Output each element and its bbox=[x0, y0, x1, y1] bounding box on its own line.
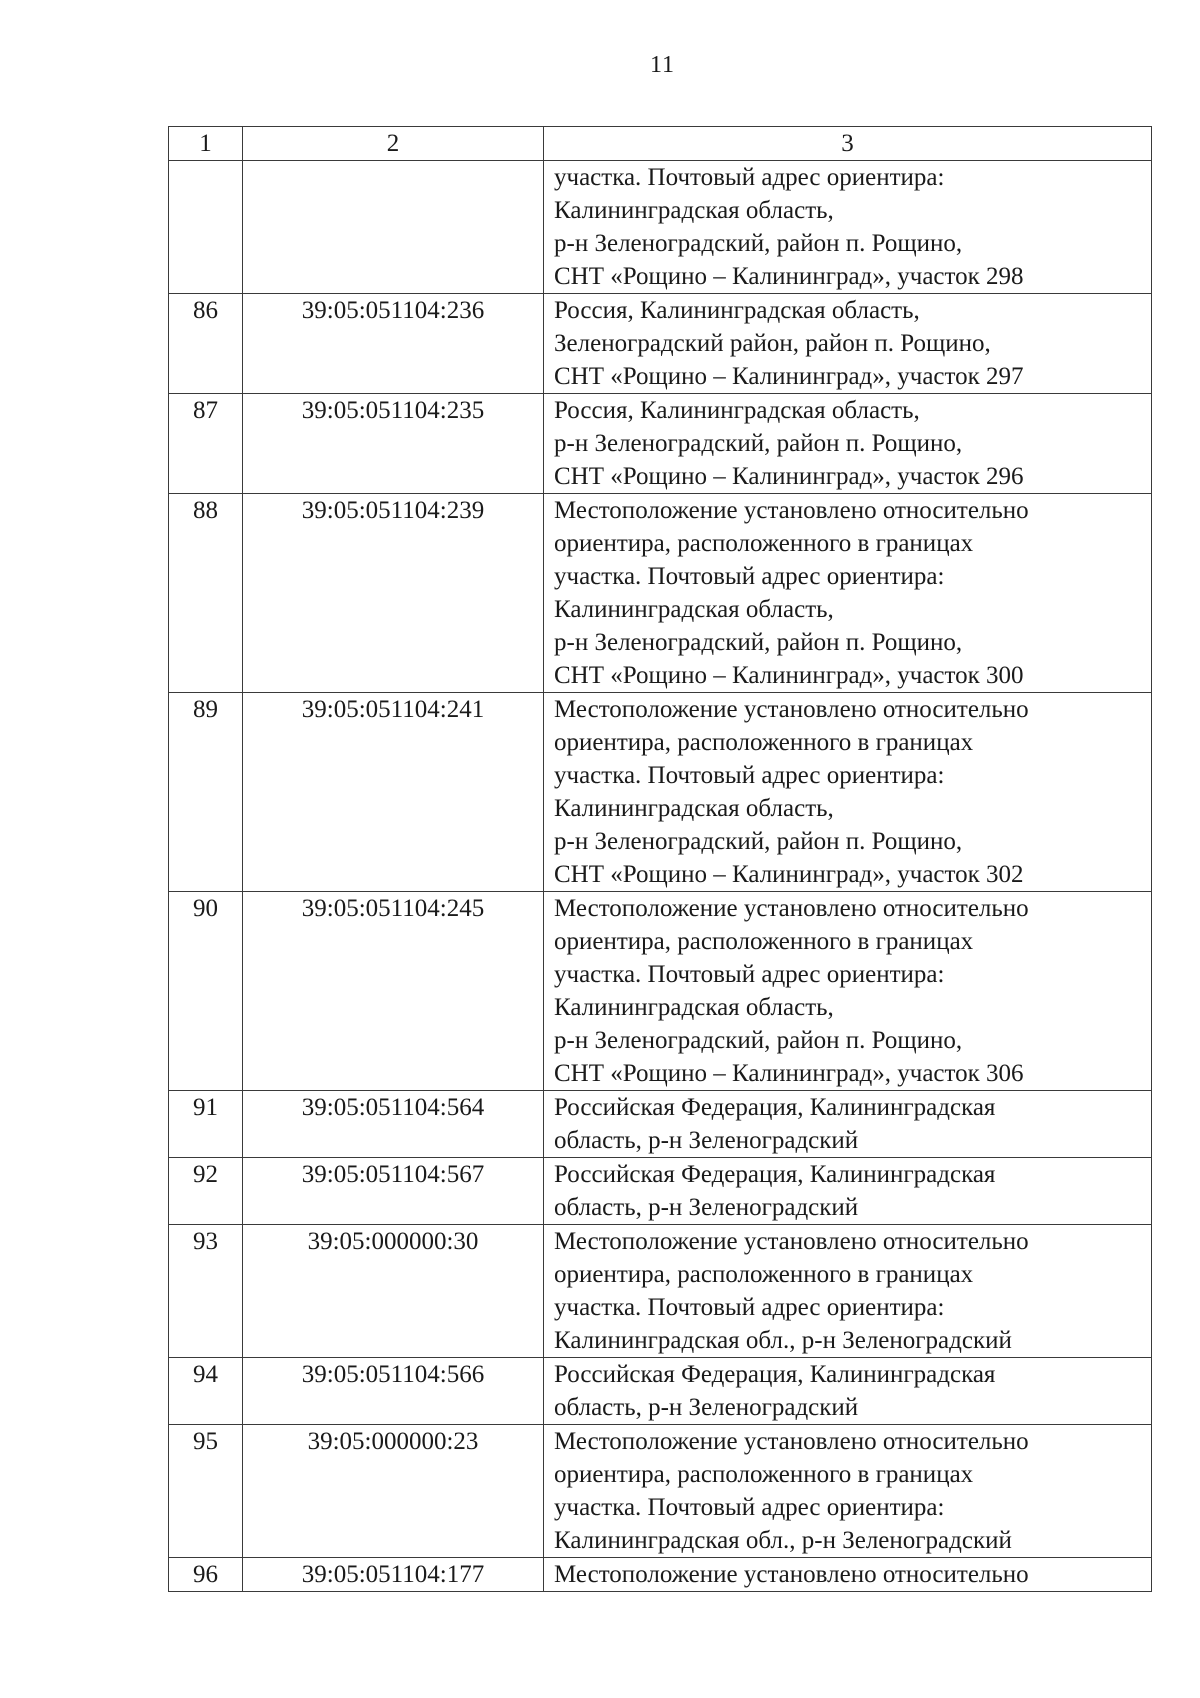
address-cell bbox=[544, 161, 1152, 294]
table-row-continuation bbox=[169, 161, 1152, 294]
address-line: ориентира, расположенного в границах bbox=[554, 1461, 974, 1488]
address-line: Местоположение установлено относительно bbox=[554, 497, 1029, 524]
address-line: Зеленоградский район, район п. Рощино, bbox=[554, 330, 991, 357]
address-line: область, р-н Зеленоградский bbox=[554, 1394, 859, 1421]
address-line: участка. Почтовый адрес ориентира: bbox=[554, 1494, 945, 1521]
address-line: Россия, Калининградская область, bbox=[554, 297, 920, 324]
address-cell bbox=[544, 1558, 1152, 1592]
address-line: ориентира, расположенного в границах bbox=[554, 729, 974, 756]
table-row bbox=[169, 1358, 1152, 1425]
row-number-cell: 92 bbox=[169, 1158, 243, 1225]
address-line: Калининградская область, bbox=[554, 994, 834, 1021]
table-row bbox=[169, 892, 1152, 1091]
address-cell bbox=[544, 1091, 1152, 1158]
address-line: участка. Почтовый адрес ориентира: bbox=[554, 563, 945, 590]
table-body bbox=[169, 161, 1152, 1592]
cadastral-number-cell: 39:05:051104:567 bbox=[243, 1158, 544, 1225]
address-line: Местоположение установлено относительно bbox=[554, 696, 1029, 723]
address-line: ориентира, расположенного в границах bbox=[554, 928, 974, 955]
column-header-3: 3 bbox=[544, 127, 1152, 161]
cadastral-number-cell: 39:05:051104:235 bbox=[243, 394, 544, 494]
address-line: Калининградская обл., р-н Зеленоградский bbox=[554, 1527, 1012, 1554]
parcel-table bbox=[168, 126, 1152, 1592]
page-number: 11 bbox=[649, 52, 676, 78]
address-line: область, р-н Зеленоградский bbox=[554, 1127, 859, 1154]
cadastral-number-cell bbox=[243, 161, 544, 294]
address-line: ориентира, расположенного в границах bbox=[554, 1261, 974, 1288]
row-number-cell: 87 bbox=[169, 394, 243, 494]
address-line: СНТ «Рощино – Калининград», участок 302 bbox=[554, 861, 1024, 888]
column-header-2: 2 bbox=[243, 127, 544, 161]
cadastral-number-cell: 39:05:000000:30 bbox=[243, 1225, 544, 1358]
address-line: р-н Зеленоградский, район п. Рощино, bbox=[554, 230, 963, 257]
address-line: Российская Федерация, Калининградская bbox=[554, 1361, 996, 1388]
column-header-1: 1 bbox=[169, 127, 243, 161]
address-line: участка. Почтовый адрес ориентира: bbox=[554, 1294, 945, 1321]
address-cell bbox=[544, 892, 1152, 1091]
address-cell bbox=[544, 1158, 1152, 1225]
row-number-cell: 94 bbox=[169, 1358, 243, 1425]
address-line: р-н Зеленоградский, район п. Рощино, bbox=[554, 1027, 963, 1054]
address-line: р-н Зеленоградский, район п. Рощино, bbox=[554, 828, 963, 855]
address-cell bbox=[544, 494, 1152, 693]
address-line: Калининградская область, bbox=[554, 197, 834, 224]
address-line: р-н Зеленоградский, район п. Рощино, bbox=[554, 430, 963, 457]
table-row bbox=[169, 394, 1152, 494]
address-line: участка. Почтовый адрес ориентира: bbox=[554, 762, 945, 789]
address-line: Местоположение установлено относительно bbox=[554, 1428, 1029, 1455]
table-header-row bbox=[169, 127, 1152, 161]
address-cell bbox=[544, 294, 1152, 394]
row-number-cell bbox=[169, 161, 243, 294]
address-line: Россия, Калининградская область, bbox=[554, 397, 920, 424]
row-number-cell: 90 bbox=[169, 892, 243, 1091]
table-row bbox=[169, 1225, 1152, 1358]
table-row bbox=[169, 1091, 1152, 1158]
address-cell bbox=[544, 1425, 1152, 1558]
address-line: Местоположение установлено относительно bbox=[554, 1561, 1029, 1588]
address-line: Местоположение установлено относительно bbox=[554, 895, 1029, 922]
address-cell bbox=[544, 1225, 1152, 1358]
address-cell bbox=[544, 1358, 1152, 1425]
address-cell bbox=[544, 394, 1152, 494]
parcel-table-container bbox=[168, 126, 1151, 1592]
address-line: ориентира, расположенного в границах bbox=[554, 530, 974, 557]
address-cell bbox=[544, 693, 1152, 892]
cadastral-number-cell: 39:05:051104:177 bbox=[243, 1558, 544, 1592]
table-row bbox=[169, 1425, 1152, 1558]
table-row bbox=[169, 693, 1152, 892]
cadastral-number-cell: 39:05:051104:245 bbox=[243, 892, 544, 1091]
address-line: р-н Зеленоградский, район п. Рощино, bbox=[554, 629, 963, 656]
table-row bbox=[169, 1558, 1152, 1592]
cadastral-number-cell: 39:05:051104:236 bbox=[243, 294, 544, 394]
address-line: Калининградская обл., р-н Зеленоградский bbox=[554, 1327, 1012, 1354]
address-line: Калининградская область, bbox=[554, 596, 834, 623]
cadastral-number-cell: 39:05:051104:566 bbox=[243, 1358, 544, 1425]
address-line: СНТ «Рощино – Калининград», участок 296 bbox=[554, 463, 1024, 490]
address-line: Местоположение установлено относительно bbox=[554, 1228, 1029, 1255]
address-line: Российская Федерация, Калининградская bbox=[554, 1161, 996, 1188]
address-line: Российская Федерация, Калининградская bbox=[554, 1094, 996, 1121]
address-line: участка. Почтовый адрес ориентира: bbox=[554, 961, 945, 988]
table-row bbox=[169, 294, 1152, 394]
address-line: СНТ «Рощино – Калининград», участок 298 bbox=[554, 263, 1024, 290]
cadastral-number-cell: 39:05:051104:564 bbox=[243, 1091, 544, 1158]
row-number-cell: 86 bbox=[169, 294, 243, 394]
row-number-cell: 93 bbox=[169, 1225, 243, 1358]
table-row bbox=[169, 1158, 1152, 1225]
row-number-cell: 91 bbox=[169, 1091, 243, 1158]
address-line: СНТ «Рощино – Калининград», участок 306 bbox=[554, 1060, 1024, 1087]
row-number-cell: 89 bbox=[169, 693, 243, 892]
table-row bbox=[169, 494, 1152, 693]
row-number-cell: 96 bbox=[169, 1558, 243, 1592]
row-number-cell: 95 bbox=[169, 1425, 243, 1558]
address-line: Калининградская область, bbox=[554, 795, 834, 822]
cadastral-number-cell: 39:05:000000:23 bbox=[243, 1425, 544, 1558]
address-line: область, р-н Зеленоградский bbox=[554, 1194, 859, 1221]
row-number-cell: 88 bbox=[169, 494, 243, 693]
address-line: СНТ «Рощино – Калининград», участок 300 bbox=[554, 662, 1024, 689]
cadastral-number-cell: 39:05:051104:239 bbox=[243, 494, 544, 693]
cadastral-number-cell: 39:05:051104:241 bbox=[243, 693, 544, 892]
address-line: участка. Почтовый адрес ориентира: bbox=[554, 164, 945, 191]
address-line: СНТ «Рощино – Калининград», участок 297 bbox=[554, 363, 1024, 390]
